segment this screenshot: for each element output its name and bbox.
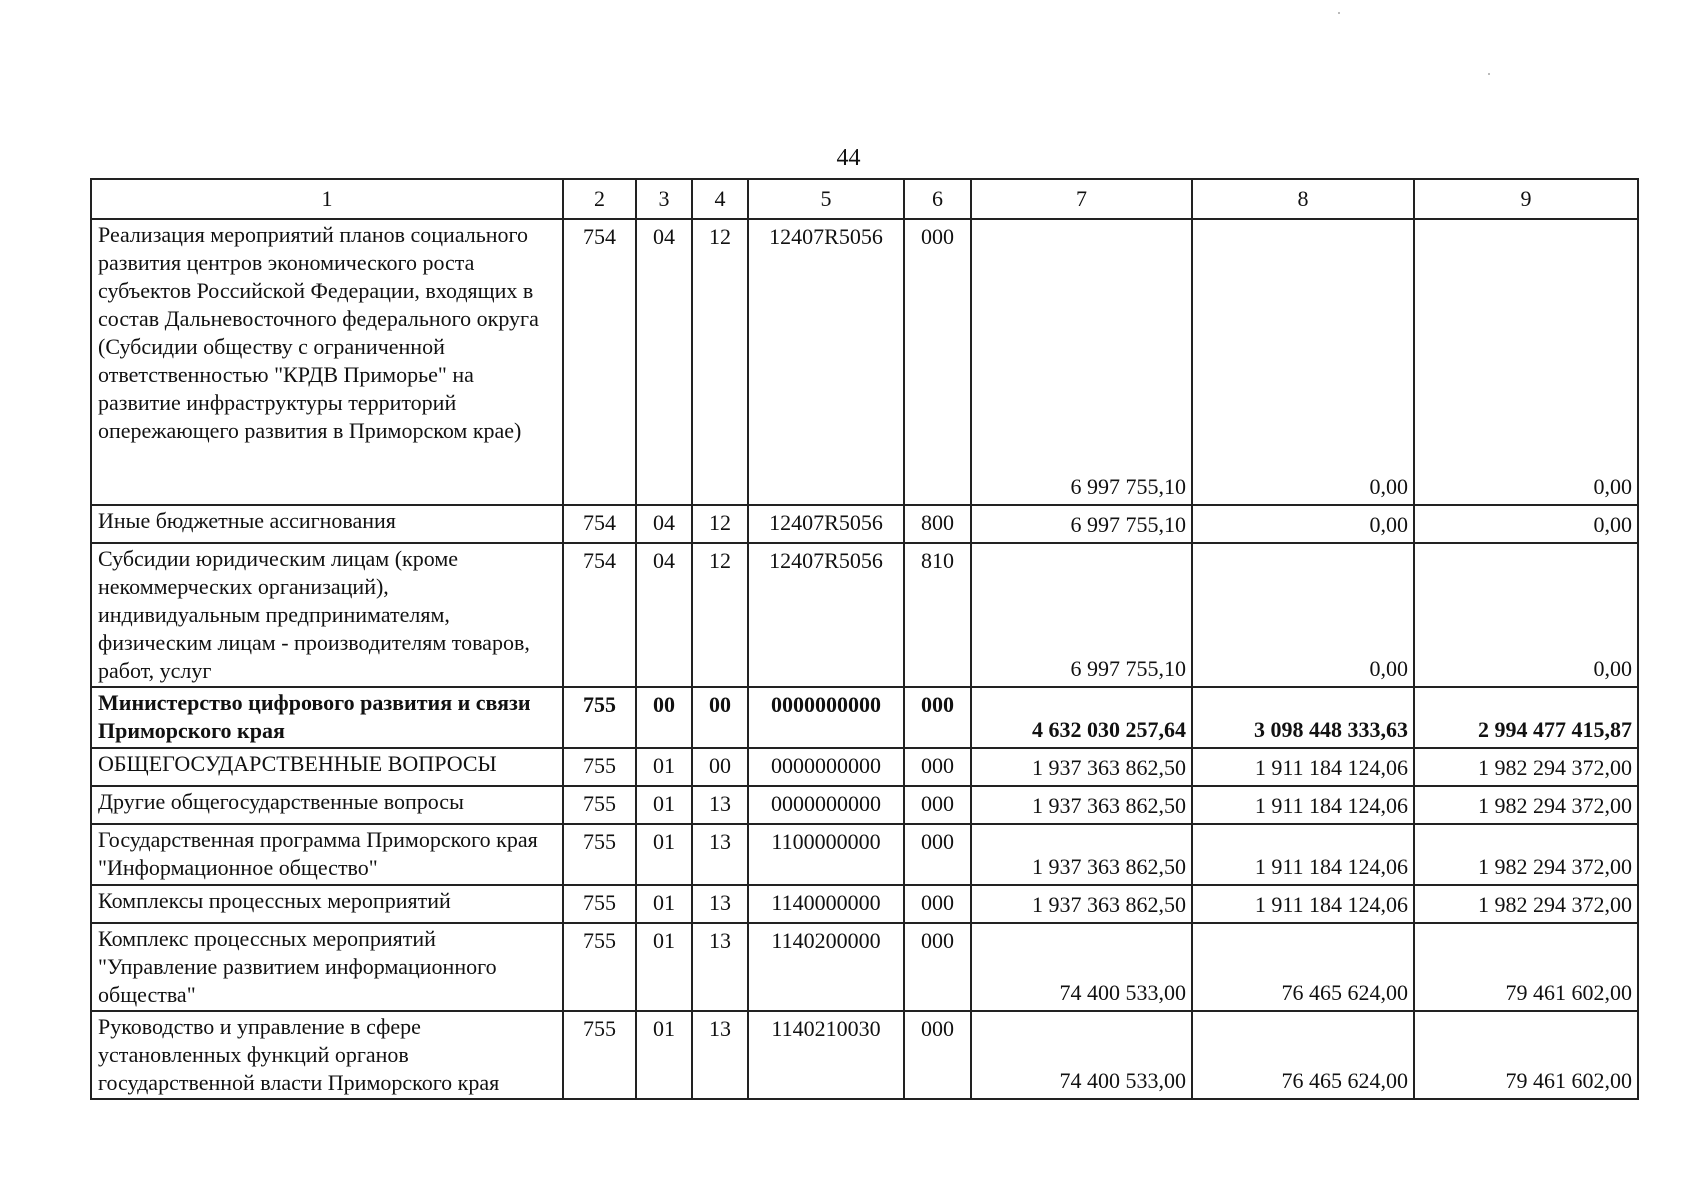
row-target-article: 12407R5056 <box>748 505 904 543</box>
row-expense-type: 000 <box>904 824 971 885</box>
table-row <box>91 1011 1638 1099</box>
row-expense-type: 810 <box>904 543 971 687</box>
row-amount-col7: 74 400 533,00 <box>971 923 1192 1011</box>
row-amount-col8: 3 098 448 333,63 <box>1192 687 1414 748</box>
header-row <box>91 179 1638 219</box>
row-amount-col8: 1 911 184 124,06 <box>1192 748 1414 786</box>
row-admin-code: 755 <box>563 923 636 1011</box>
row-subsection: 12 <box>692 543 748 687</box>
table-row <box>91 543 1638 687</box>
column-header-5: 5 <box>748 179 904 219</box>
row-amount-col8: 1 911 184 124,06 <box>1192 885 1414 923</box>
row-amount-col9: 1 982 294 372,00 <box>1414 786 1638 824</box>
table-row <box>91 786 1638 824</box>
row-amount-col8: 1 911 184 124,06 <box>1192 786 1414 824</box>
row-section: 04 <box>636 505 692 543</box>
row-section: 04 <box>636 543 692 687</box>
row-subsection: 12 <box>692 219 748 505</box>
row-expense-type: 000 <box>904 885 971 923</box>
row-subsection: 13 <box>692 885 748 923</box>
row-admin-code: 754 <box>563 505 636 543</box>
row-name: Комплекс процессных мероприятий "Управление развитием информационного общества" <box>91 923 563 1011</box>
row-name: Реализация мероприятий планов социального развития центров экономического роста субъектов Российской Федерации, входящих в состав Дальневосточного федерального округа (Субсидии обществу с ограниченной ответственностью "КРДВ Приморье" на развитие инфраструктуры территорий опережающего развития в Приморском крае) <box>91 219 563 505</box>
row-amount-col9: 79 461 602,00 <box>1414 923 1638 1011</box>
row-section: 01 <box>636 923 692 1011</box>
row-section: 01 <box>636 824 692 885</box>
table-row <box>91 219 1638 505</box>
row-target-article: 12407R5056 <box>748 543 904 687</box>
row-amount-col8: 1 911 184 124,06 <box>1192 824 1414 885</box>
row-amount-col9: 1 982 294 372,00 <box>1414 824 1638 885</box>
row-expense-type: 000 <box>904 1011 971 1099</box>
row-name: Другие общегосударственные вопросы <box>91 786 563 824</box>
row-admin-code: 755 <box>563 687 636 748</box>
row-target-article: 1140200000 <box>748 923 904 1011</box>
row-admin-code: 755 <box>563 824 636 885</box>
row-section: 01 <box>636 1011 692 1099</box>
table-row <box>91 885 1638 923</box>
row-amount-col8: 0,00 <box>1192 219 1414 505</box>
budget-table <box>90 178 1639 1100</box>
row-admin-code: 754 <box>563 543 636 687</box>
row-section: 01 <box>636 786 692 824</box>
row-amount-col8: 76 465 624,00 <box>1192 1011 1414 1099</box>
row-subsection: 12 <box>692 505 748 543</box>
row-name: ОБЩЕГОСУДАРСТВЕННЫЕ ВОПРОСЫ <box>91 748 563 786</box>
column-header-8: 8 <box>1192 179 1414 219</box>
row-subsection: 13 <box>692 824 748 885</box>
row-target-article: 0000000000 <box>748 687 904 748</box>
column-header-7: 7 <box>971 179 1192 219</box>
row-section: 00 <box>636 687 692 748</box>
row-amount-col8: 0,00 <box>1192 543 1414 687</box>
row-subsection: 13 <box>692 786 748 824</box>
row-name: Комплексы процессных мероприятий <box>91 885 563 923</box>
row-section: 04 <box>636 219 692 505</box>
row-subsection: 13 <box>692 1011 748 1099</box>
row-target-article: 0000000000 <box>748 786 904 824</box>
row-amount-col8: 0,00 <box>1192 505 1414 543</box>
row-amount-col7: 74 400 533,00 <box>971 1011 1192 1099</box>
row-target-article: 1140000000 <box>748 885 904 923</box>
row-target-article: 0000000000 <box>748 748 904 786</box>
row-amount-col8: 76 465 624,00 <box>1192 923 1414 1011</box>
table-row <box>91 923 1638 1011</box>
scan-speck <box>1338 12 1340 14</box>
row-section: 01 <box>636 748 692 786</box>
row-name: Субсидии юридическим лицам (кроме некоммерческих организаций), индивидуальным предпринимателям, физическим лицам - производителям товаров, работ, услуг <box>91 543 563 687</box>
row-target-article: 1140210030 <box>748 1011 904 1099</box>
column-header-4: 4 <box>692 179 748 219</box>
table-row <box>91 748 1638 786</box>
row-name: Иные бюджетные ассигнования <box>91 505 563 543</box>
row-amount-col7: 1 937 363 862,50 <box>971 748 1192 786</box>
row-admin-code: 755 <box>563 786 636 824</box>
row-admin-code: 755 <box>563 748 636 786</box>
column-header-2: 2 <box>563 179 636 219</box>
row-subsection: 00 <box>692 687 748 748</box>
row-amount-col9: 79 461 602,00 <box>1414 1011 1638 1099</box>
row-amount-col7: 6 997 755,10 <box>971 219 1192 505</box>
row-expense-type: 000 <box>904 748 971 786</box>
table-row <box>91 505 1638 543</box>
row-amount-col9: 1 982 294 372,00 <box>1414 748 1638 786</box>
row-subsection: 13 <box>692 923 748 1011</box>
row-amount-col9: 2 994 477 415,87 <box>1414 687 1638 748</box>
row-expense-type: 000 <box>904 687 971 748</box>
row-target-article: 1100000000 <box>748 824 904 885</box>
row-name: Министерство цифрового развития и связи Приморского края <box>91 687 563 748</box>
row-amount-col7: 6 997 755,10 <box>971 505 1192 543</box>
row-expense-type: 000 <box>904 923 971 1011</box>
row-section: 01 <box>636 885 692 923</box>
table-row <box>91 824 1638 885</box>
row-amount-col9: 0,00 <box>1414 505 1638 543</box>
column-header-9: 9 <box>1414 179 1638 219</box>
column-header-1: 1 <box>91 179 563 219</box>
row-admin-code: 754 <box>563 219 636 505</box>
row-amount-col9: 0,00 <box>1414 543 1638 687</box>
row-amount-col7: 1 937 363 862,50 <box>971 824 1192 885</box>
row-amount-col7: 4 632 030 257,64 <box>971 687 1192 748</box>
column-header-6: 6 <box>904 179 971 219</box>
scan-speck <box>1488 73 1490 75</box>
row-amount-col9: 1 982 294 372,00 <box>1414 885 1638 923</box>
row-admin-code: 755 <box>563 1011 636 1099</box>
row-expense-type: 800 <box>904 505 971 543</box>
table-row <box>91 687 1638 748</box>
row-subsection: 00 <box>692 748 748 786</box>
row-admin-code: 755 <box>563 885 636 923</box>
row-expense-type: 000 <box>904 786 971 824</box>
page-number: 44 <box>836 145 861 171</box>
row-expense-type: 000 <box>904 219 971 505</box>
row-amount-col7: 1 937 363 862,50 <box>971 786 1192 824</box>
row-amount-col7: 1 937 363 862,50 <box>971 885 1192 923</box>
row-amount-col9: 0,00 <box>1414 219 1638 505</box>
column-header-3: 3 <box>636 179 692 219</box>
row-amount-col7: 6 997 755,10 <box>971 543 1192 687</box>
row-name: Руководство и управление в сфере установленных функций органов государственной власти Приморского края <box>91 1011 563 1099</box>
row-name: Государственная программа Приморского края "Информационное общество" <box>91 824 563 885</box>
row-target-article: 12407R5056 <box>748 219 904 505</box>
